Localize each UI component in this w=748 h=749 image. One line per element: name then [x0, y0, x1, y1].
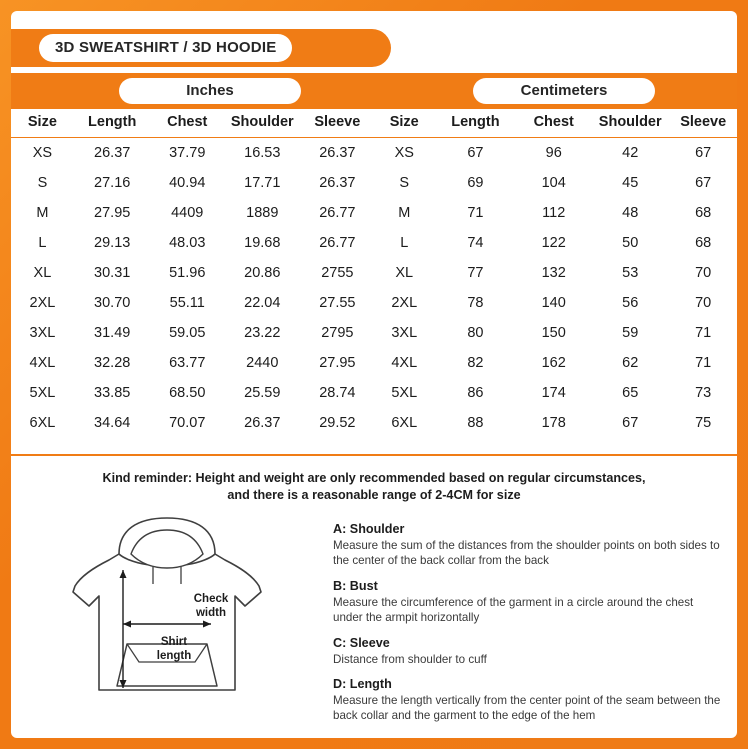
page-title: 3D SWEATSHIRT / 3D HOODIE — [39, 34, 292, 62]
cell-chest: 51.96 — [169, 265, 206, 281]
cell-length: 77 — [467, 265, 484, 281]
cell-shoulder: 1889 — [246, 205, 279, 221]
table-row — [11, 168, 374, 198]
cell-length: 27.16 — [94, 175, 131, 191]
cell-sleeve: 28.74 — [319, 385, 356, 401]
cell-size: XS — [32, 145, 53, 161]
table-row — [374, 348, 737, 378]
cell-chest: 140 — [541, 295, 566, 311]
column-header-shoulder: Shoulder — [230, 114, 294, 130]
kind-reminder — [11, 454, 737, 505]
cell-chest: 59.05 — [169, 325, 206, 341]
cell-shoulder: 16.53 — [244, 145, 281, 161]
cell-size: M — [36, 205, 49, 221]
cell-sleeve: 70 — [695, 295, 712, 311]
cell-size: 5XL — [29, 385, 56, 401]
cell-sleeve: 70 — [695, 265, 712, 281]
table-row — [11, 378, 374, 408]
measurement-instructions — [333, 522, 725, 734]
measurement-item-bust — [333, 579, 725, 626]
table-row — [374, 168, 737, 198]
table-header-row — [374, 109, 737, 138]
centimeters-table-wrapper — [374, 109, 737, 438]
unit-label-centimeters: Centimeters — [473, 78, 655, 104]
cell-chest: 63.77 — [169, 355, 206, 371]
cell-shoulder: 62 — [622, 355, 639, 371]
cell-shoulder: 50 — [622, 235, 639, 251]
cell-shoulder: 2440 — [246, 355, 279, 371]
cell-size: XL — [395, 265, 414, 281]
label-shirt-length — [143, 636, 205, 664]
units-band — [11, 73, 737, 109]
label-check-width — [175, 593, 247, 621]
size-tables — [11, 109, 737, 438]
cell-shoulder: 53 — [622, 265, 639, 281]
cell-size: L — [400, 235, 409, 251]
cell-shoulder: 22.04 — [244, 295, 281, 311]
cell-chest: 178 — [541, 415, 566, 431]
column-header-size: Size — [27, 114, 57, 130]
column-header-chest: Chest — [167, 114, 208, 130]
column-header-size: Size — [389, 114, 419, 130]
cell-length: 74 — [467, 235, 484, 251]
column-header-sleeve: Sleeve — [314, 114, 361, 130]
cell-shoulder: 20.86 — [244, 265, 281, 281]
cell-size: S — [399, 175, 410, 191]
cell-length: 27.95 — [94, 205, 131, 221]
column-header-length: Length — [451, 114, 500, 130]
cell-length: 31.49 — [94, 325, 131, 341]
cell-shoulder: 25.59 — [244, 385, 281, 401]
cell-length: 30.70 — [94, 295, 131, 311]
cell-chest: 122 — [541, 235, 566, 251]
table-row — [11, 138, 374, 169]
label-check-width-line1: Check — [193, 593, 229, 605]
measurement-item-sleeve — [333, 636, 725, 667]
cell-chest: 48.03 — [169, 235, 206, 251]
title-band — [11, 29, 737, 67]
cell-sleeve: 26.37 — [319, 175, 356, 191]
table-row — [374, 408, 737, 438]
cell-size: 6XL — [29, 415, 56, 431]
cell-size: 5XL — [391, 385, 418, 401]
table-row — [374, 378, 737, 408]
cell-size: 4XL — [29, 355, 56, 371]
cell-length: 78 — [467, 295, 484, 311]
table-row — [11, 348, 374, 378]
cell-length: 29.13 — [94, 235, 131, 251]
cell-length: 88 — [467, 415, 484, 431]
cell-size: 3XL — [29, 325, 56, 341]
label-shirt-length-line2: length — [156, 649, 192, 662]
table-row — [374, 318, 737, 348]
table-row — [374, 258, 737, 288]
inches-table-wrapper — [11, 109, 374, 438]
cell-chest: 150 — [541, 325, 566, 341]
cell-size: 3XL — [391, 325, 418, 341]
cell-size: S — [37, 175, 48, 191]
table-row — [374, 138, 737, 169]
cell-size: XL — [33, 265, 52, 281]
cell-length: 82 — [467, 355, 484, 371]
cell-sleeve: 27.95 — [319, 355, 356, 371]
column-header-chest: Chest — [533, 114, 574, 130]
cell-sleeve: 29.52 — [319, 415, 356, 431]
cell-size: 2XL — [29, 295, 56, 311]
cell-length: 86 — [467, 385, 484, 401]
cell-chest: 55.11 — [169, 295, 205, 311]
cell-sleeve: 68 — [695, 205, 712, 221]
cell-length: 30.31 — [94, 265, 131, 281]
cell-sleeve: 26.37 — [319, 145, 356, 161]
table-header-row — [11, 109, 374, 138]
cell-chest: 70.07 — [169, 415, 206, 431]
cell-shoulder: 26.37 — [244, 415, 281, 431]
measurement-item-shoulder — [333, 522, 725, 569]
centimeters-table — [374, 109, 737, 438]
cell-chest: 4409 — [171, 205, 204, 221]
cell-size: M — [398, 205, 411, 221]
cell-sleeve: 68 — [695, 235, 712, 251]
cell-shoulder: 23.22 — [244, 325, 281, 341]
column-header-length: Length — [88, 114, 137, 130]
cell-sleeve: 73 — [695, 385, 712, 401]
table-row — [374, 228, 737, 258]
cell-length: 69 — [467, 175, 484, 191]
cell-chest: 174 — [541, 385, 566, 401]
cell-shoulder: 67 — [622, 415, 639, 431]
cell-length: 32.28 — [94, 355, 131, 371]
cell-length: 80 — [467, 325, 484, 341]
inches-table — [11, 109, 374, 438]
cell-chest: 112 — [542, 205, 566, 221]
measurement-item-length — [333, 677, 725, 724]
cell-shoulder: 42 — [622, 145, 639, 161]
measurement-text-length: Measure the length vertically from the center point of the seam between the back collar and the garment to the edge of the hem — [333, 694, 721, 723]
label-check-width-line2: width — [195, 606, 227, 619]
hoodie-diagram — [53, 514, 281, 704]
reminder-line-1: Kind reminder: Height and weight are only recommended based on regular circumstances, — [102, 471, 646, 485]
cell-size: 2XL — [391, 295, 418, 311]
cell-sleeve: 71 — [695, 355, 712, 371]
cell-sleeve: 67 — [695, 145, 712, 161]
table-row — [11, 288, 374, 318]
cell-chest: 96 — [545, 145, 562, 161]
cell-sleeve: 27.55 — [319, 295, 356, 311]
cell-shoulder: 45 — [622, 175, 639, 191]
cell-shoulder: 65 — [622, 385, 639, 401]
cell-chest: 104 — [541, 175, 566, 191]
measurement-title-bust: B: Bust — [333, 578, 378, 593]
unit-label-inches: Inches — [119, 78, 301, 104]
cell-sleeve: 26.77 — [319, 205, 356, 221]
measurement-text-bust: Measure the circumference of the garment in a circle around the chest under the armpit horizontally — [333, 595, 694, 625]
cell-chest: 162 — [541, 355, 566, 371]
table-row — [374, 288, 737, 318]
cell-size: L — [38, 235, 47, 251]
reminder-line-2: and there is a reasonable range of 2-4CM for size — [227, 488, 521, 503]
size-chart-sheet — [11, 11, 737, 738]
table-row — [11, 408, 374, 438]
cell-length: 26.37 — [94, 145, 131, 161]
cell-length: 33.85 — [94, 385, 131, 401]
cell-chest: 132 — [541, 265, 566, 281]
cell-sleeve: 2795 — [321, 325, 354, 341]
measurement-title-length: D: Length — [333, 677, 392, 692]
table-row — [374, 198, 737, 228]
cell-sleeve: 2755 — [321, 265, 354, 281]
cell-shoulder: 19.68 — [244, 235, 281, 251]
table-row — [11, 198, 374, 228]
table-row — [11, 318, 374, 348]
column-header-sleeve: Sleeve — [680, 114, 727, 130]
column-header-shoulder: Shoulder — [598, 114, 662, 130]
cell-length: 34.64 — [94, 415, 131, 431]
cell-chest: 68.50 — [169, 385, 206, 401]
cell-shoulder: 48 — [622, 205, 639, 221]
measurement-title-sleeve: C: Sleeve — [333, 635, 390, 650]
label-shirt-length-line1: Shirt — [160, 636, 188, 648]
cell-shoulder: 17.71 — [244, 175, 281, 191]
table-row — [11, 228, 374, 258]
cell-length: 67 — [467, 145, 484, 161]
cell-size: 6XL — [391, 415, 418, 431]
cell-chest: 37.79 — [169, 145, 206, 161]
cell-sleeve: 26.77 — [319, 235, 356, 251]
cell-sleeve: 67 — [695, 175, 712, 191]
measurement-guide — [11, 508, 737, 738]
cell-shoulder: 59 — [622, 325, 639, 341]
table-row — [11, 258, 374, 288]
cell-chest: 40.94 — [169, 175, 206, 191]
cell-size: 4XL — [391, 355, 418, 371]
measurement-text-sleeve: Distance from shoulder to cuff — [333, 652, 487, 666]
measurement-title-shoulder: A: Shoulder — [333, 522, 405, 536]
measurement-text-shoulder: Measure the sum of the distances from the shoulder points on both sides to the center of the back collar from the back — [333, 539, 720, 568]
cell-sleeve: 75 — [695, 415, 712, 431]
cell-length: 71 — [467, 205, 484, 221]
cell-size: XS — [394, 145, 414, 161]
cell-shoulder: 56 — [622, 295, 639, 311]
cell-sleeve: 71 — [695, 325, 712, 341]
